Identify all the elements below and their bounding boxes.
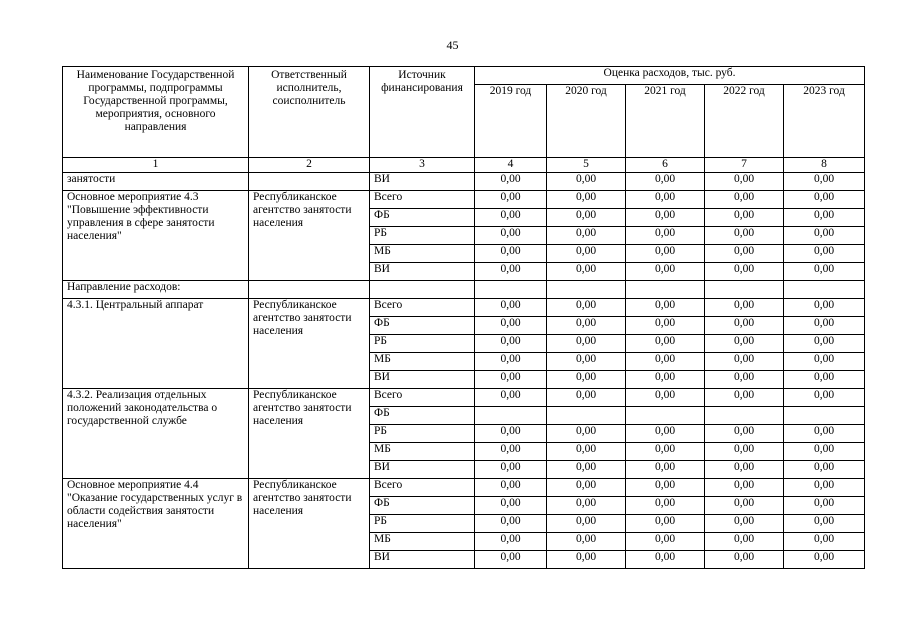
empty-cell [475, 281, 547, 299]
cost-value: 0,00 [626, 515, 705, 533]
cost-value: 0,00 [626, 443, 705, 461]
cost-value: 0,00 [784, 191, 865, 209]
empty-cell [626, 281, 705, 299]
cost-value: 0,00 [705, 335, 784, 353]
cost-value: 0,00 [547, 209, 626, 227]
cost-value: 0,00 [626, 299, 705, 317]
cost-value: 0,00 [705, 533, 784, 551]
cost-value: 0,00 [705, 515, 784, 533]
cost-value: 0,00 [475, 173, 547, 191]
cost-value: 0,00 [626, 533, 705, 551]
section-label: Направление расходов: [63, 281, 249, 299]
funding-source: Всего [370, 389, 475, 407]
cost-value: 0,00 [475, 317, 547, 335]
cost-value: 0,00 [705, 353, 784, 371]
year-header: 2023 год [784, 85, 865, 158]
cost-value: 0,00 [475, 533, 547, 551]
responsible-executor: Республиканское агентство занятости населения [249, 389, 370, 479]
funding-source: РБ [370, 227, 475, 245]
cost-value: 0,00 [547, 533, 626, 551]
cost-value [547, 407, 626, 425]
cost-value: 0,00 [475, 353, 547, 371]
funding-source: ФБ [370, 209, 475, 227]
activity-name: Основное мероприятие 4.4 "Оказание государственных услуг в области содействия занятости населения" [63, 479, 249, 569]
cost-value: 0,00 [626, 317, 705, 335]
cost-value: 0,00 [475, 461, 547, 479]
cost-value: 0,00 [475, 263, 547, 281]
activity-name: 4.3.1. Центральный аппарат [63, 299, 249, 389]
cost-value: 0,00 [547, 245, 626, 263]
cost-value: 0,00 [705, 551, 784, 569]
cost-value: 0,00 [705, 443, 784, 461]
cost-value: 0,00 [475, 479, 547, 497]
funding-source: ФБ [370, 407, 475, 425]
cost-value: 0,00 [547, 389, 626, 407]
cost-value: 0,00 [784, 263, 865, 281]
activity-name: Основное мероприятие 4.3 "Повышение эффективности управления в сфере занятости населения" [63, 191, 249, 281]
cost-value: 0,00 [626, 551, 705, 569]
cost-value: 0,00 [475, 515, 547, 533]
cost-value: 0,00 [784, 245, 865, 263]
responsible-executor [249, 173, 370, 191]
cost-value: 0,00 [475, 371, 547, 389]
cost-value: 0,00 [705, 461, 784, 479]
table-body [63, 173, 865, 569]
cost-value: 0,00 [784, 371, 865, 389]
cost-value: 0,00 [705, 371, 784, 389]
cost-value: 0,00 [626, 353, 705, 371]
funding-source: МБ [370, 245, 475, 263]
cost-value: 0,00 [475, 191, 547, 209]
header-source: Источник финансирования [370, 67, 475, 158]
funding-source: ВИ [370, 173, 475, 191]
section-row [63, 281, 865, 299]
activity-name: 4.3.2. Реализация отдельных положений законодательства о государственной службе [63, 389, 249, 479]
cost-value: 0,00 [547, 317, 626, 335]
table-row [63, 389, 865, 407]
cost-value: 0,00 [784, 173, 865, 191]
funding-source: ВИ [370, 551, 475, 569]
cost-value: 0,00 [626, 371, 705, 389]
funding-source: ФБ [370, 497, 475, 515]
cost-value: 0,00 [705, 245, 784, 263]
header-row [63, 67, 865, 85]
page-number: 45 [446, 38, 459, 52]
cost-value: 0,00 [705, 299, 784, 317]
cost-value: 0,00 [784, 461, 865, 479]
cost-value: 0,00 [784, 209, 865, 227]
cost-value: 0,00 [784, 227, 865, 245]
table-row [63, 479, 865, 497]
column-number: 1 [63, 158, 249, 173]
funding-source: РБ [370, 425, 475, 443]
cost-value [626, 407, 705, 425]
funding-source: ВИ [370, 263, 475, 281]
year-header: 2019 год [475, 85, 547, 158]
cost-value: 0,00 [547, 425, 626, 443]
cost-value: 0,00 [475, 443, 547, 461]
cost-value: 0,00 [626, 425, 705, 443]
cost-value: 0,00 [626, 335, 705, 353]
cost-value: 0,00 [547, 173, 626, 191]
column-number: 5 [547, 158, 626, 173]
cost-value: 0,00 [784, 317, 865, 335]
year-header: 2022 год [705, 85, 784, 158]
cost-value: 0,00 [784, 425, 865, 443]
column-number: 4 [475, 158, 547, 173]
cost-value [784, 407, 865, 425]
year-header: 2021 год [626, 85, 705, 158]
cost-value: 0,00 [784, 515, 865, 533]
cost-value: 0,00 [626, 479, 705, 497]
table-row [63, 299, 865, 317]
cost-value: 0,00 [626, 209, 705, 227]
header-costs: Оценка расходов, тыс. руб. [475, 67, 865, 85]
empty-cell [784, 281, 865, 299]
column-number: 7 [705, 158, 784, 173]
column-number-row [63, 158, 865, 173]
cost-value: 0,00 [784, 533, 865, 551]
funding-source: РБ [370, 335, 475, 353]
responsible-executor: Республиканское агентство занятости населения [249, 191, 370, 281]
empty-cell [249, 281, 370, 299]
cost-value: 0,00 [705, 425, 784, 443]
funding-source: МБ [370, 443, 475, 461]
cost-value: 0,00 [547, 551, 626, 569]
cost-value: 0,00 [475, 227, 547, 245]
cost-value: 0,00 [705, 173, 784, 191]
cost-value: 0,00 [626, 497, 705, 515]
cost-value: 0,00 [784, 497, 865, 515]
column-number: 8 [784, 158, 865, 173]
cost-value: 0,00 [547, 335, 626, 353]
cost-value: 0,00 [547, 479, 626, 497]
cost-value: 0,00 [547, 227, 626, 245]
cost-value: 0,00 [547, 371, 626, 389]
cost-value: 0,00 [705, 479, 784, 497]
year-header: 2020 год [547, 85, 626, 158]
cost-value: 0,00 [547, 515, 626, 533]
cost-value: 0,00 [547, 299, 626, 317]
activity-name: занятости [63, 173, 249, 191]
cost-value: 0,00 [475, 497, 547, 515]
cost-value: 0,00 [705, 389, 784, 407]
cost-value: 0,00 [547, 497, 626, 515]
funding-source: Всего [370, 299, 475, 317]
cost-value: 0,00 [784, 335, 865, 353]
funding-source: РБ [370, 515, 475, 533]
cost-value: 0,00 [475, 389, 547, 407]
cost-value: 0,00 [784, 479, 865, 497]
cost-value: 0,00 [475, 335, 547, 353]
empty-cell [547, 281, 626, 299]
cost-value: 0,00 [705, 227, 784, 245]
cost-value: 0,00 [626, 227, 705, 245]
cost-value: 0,00 [626, 245, 705, 263]
cost-value: 0,00 [705, 497, 784, 515]
header-responsible: Ответственный исполнитель, соисполнитель [249, 67, 370, 158]
funding-source: ФБ [370, 317, 475, 335]
cost-value: 0,00 [784, 353, 865, 371]
cost-value: 0,00 [705, 191, 784, 209]
cost-value: 0,00 [475, 299, 547, 317]
cost-value: 0,00 [705, 263, 784, 281]
table-row [63, 191, 865, 209]
cost-value: 0,00 [784, 299, 865, 317]
cost-value: 0,00 [784, 389, 865, 407]
cost-value: 0,00 [547, 191, 626, 209]
cost-value: 0,00 [475, 245, 547, 263]
cost-value: 0,00 [547, 461, 626, 479]
empty-cell [705, 281, 784, 299]
cost-value: 0,00 [475, 551, 547, 569]
funding-source: МБ [370, 533, 475, 551]
column-number: 6 [626, 158, 705, 173]
cost-value: 0,00 [475, 209, 547, 227]
funding-source: ВИ [370, 461, 475, 479]
column-number: 3 [370, 158, 475, 173]
cost-value [705, 407, 784, 425]
cost-value: 0,00 [626, 461, 705, 479]
cost-value: 0,00 [547, 353, 626, 371]
empty-cell [370, 281, 475, 299]
cost-value: 0,00 [784, 551, 865, 569]
column-number: 2 [249, 158, 370, 173]
cost-value: 0,00 [547, 443, 626, 461]
cost-value: 0,00 [784, 443, 865, 461]
budget-table [62, 66, 865, 569]
cost-value: 0,00 [626, 389, 705, 407]
cost-value: 0,00 [705, 317, 784, 335]
responsible-executor: Республиканское агентство занятости населения [249, 479, 370, 569]
table-row [63, 173, 865, 191]
cost-value: 0,00 [705, 209, 784, 227]
funding-source: Всего [370, 479, 475, 497]
funding-source: ВИ [370, 371, 475, 389]
cost-value: 0,00 [475, 425, 547, 443]
funding-source: Всего [370, 191, 475, 209]
funding-source: МБ [370, 353, 475, 371]
cost-value: 0,00 [547, 263, 626, 281]
cost-value [475, 407, 547, 425]
responsible-executor: Республиканское агентство занятости населения [249, 299, 370, 389]
header-name: Наименование Государственной программы, подпрограммы Государственной программы, мероприятия, основного направления [63, 67, 249, 158]
cost-value: 0,00 [626, 263, 705, 281]
cost-value: 0,00 [626, 191, 705, 209]
cost-value: 0,00 [626, 173, 705, 191]
